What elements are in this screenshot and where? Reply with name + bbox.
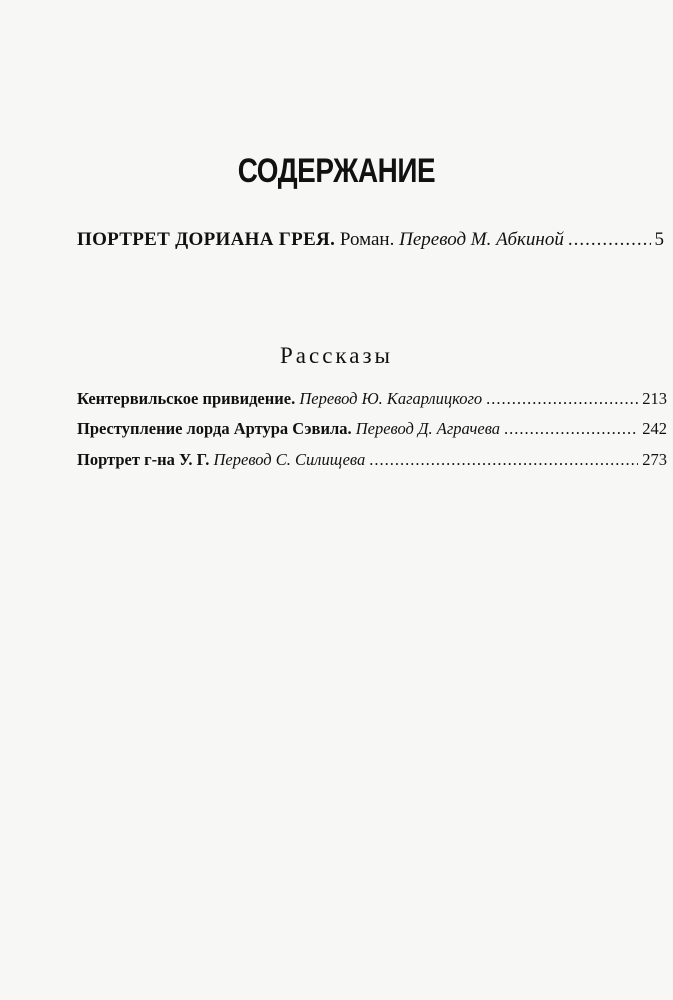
toc-entry-story (77, 419, 667, 439)
page-number: 213 (642, 389, 667, 408)
page-number: 242 (642, 419, 667, 438)
story-translator: Перевод Ю. Кагарлицкого (299, 389, 483, 408)
story-translator: Перевод Д. Аграчева (355, 419, 501, 438)
section-heading-stories: Рассказы (280, 343, 393, 368)
page-number: 273 (642, 450, 667, 469)
work-title: ПОРТРЕТ ДОРИАНА ГРЕЯ. (77, 229, 336, 250)
dot-leader (486, 389, 638, 409)
contents-heading: СОДЕРЖАНИЕ (237, 152, 436, 190)
toc-entry-story (77, 450, 667, 470)
dot-leader (369, 450, 638, 470)
dot-leader (504, 419, 638, 439)
work-translator: Перевод М. Абкиной (399, 229, 564, 250)
story-title: Портрет г-на У. Г. (77, 450, 210, 469)
work-genre: Роман. (339, 229, 395, 250)
toc-entry-main-work (77, 229, 664, 251)
toc-entry-story (77, 389, 667, 409)
dot-leader (568, 229, 651, 251)
story-translator: Перевод С. Силищева (213, 450, 366, 469)
story-title: Кентервильское привидение. (77, 389, 296, 408)
story-title: Преступление лорда Артура Сэвила. (77, 419, 352, 438)
page-number: 5 (654, 229, 664, 250)
